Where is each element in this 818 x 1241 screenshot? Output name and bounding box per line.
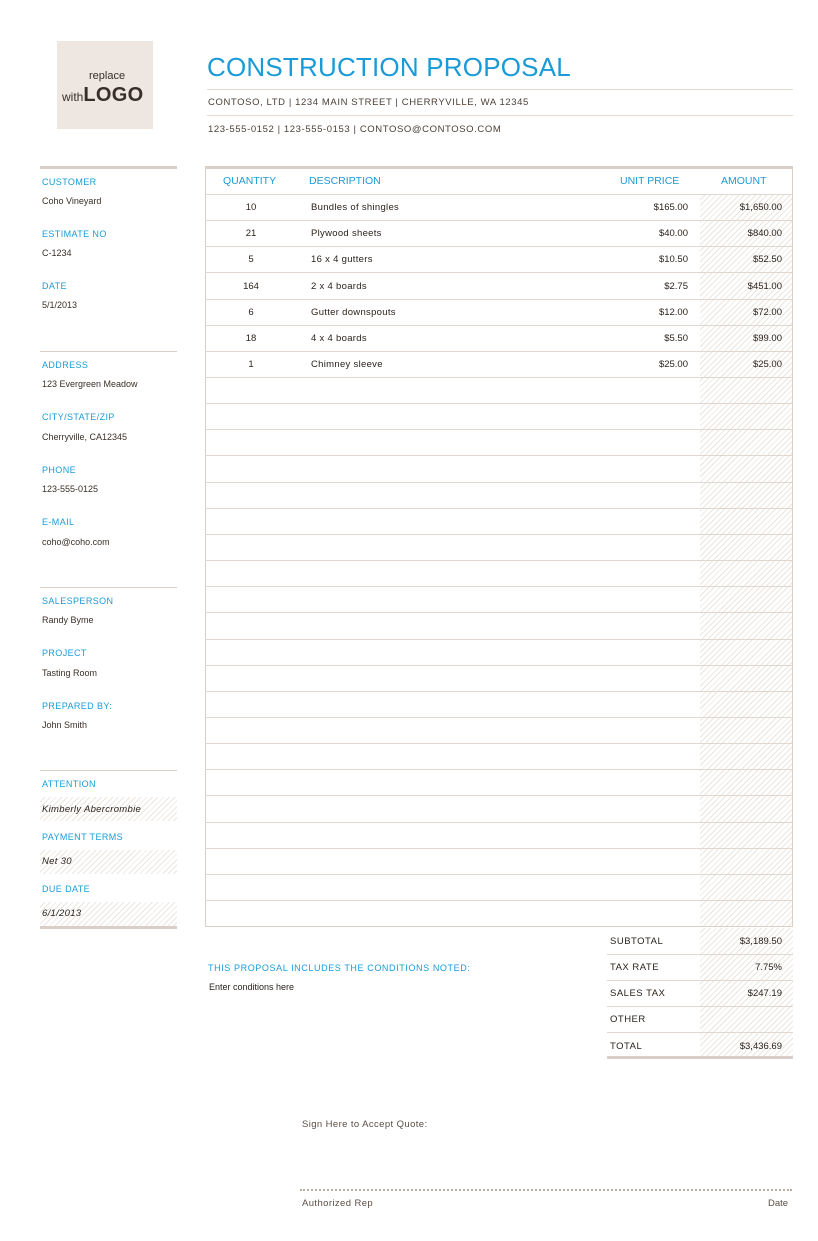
phone-value[interactable]: 123-555-0125: [42, 484, 99, 494]
email-value[interactable]: coho@coho.com: [42, 537, 110, 547]
header-divider: [207, 89, 793, 90]
row-amount: $52.50: [752, 254, 782, 265]
row-unit-price[interactable]: $40.00: [658, 228, 688, 239]
table-row-divider: [206, 612, 792, 613]
totals-divider: [607, 980, 793, 981]
signature-prompt: Sign Here to Accept Quote:: [302, 1119, 428, 1130]
sidebar-divider: [40, 926, 177, 929]
estimate-value[interactable]: C-1234: [42, 248, 72, 258]
document-title: CONSTRUCTION PROPOSAL: [207, 52, 571, 82]
row-unit-price[interactable]: $2.75: [664, 281, 688, 292]
table-row-divider: [206, 299, 792, 300]
conditions-title: THIS PROPOSAL INCLUDES THE CONDITIONS NOTED:: [208, 963, 471, 973]
table-row-divider: [206, 482, 792, 483]
due-date-value[interactable]: 6/1/2013: [42, 908, 82, 919]
table-row-divider: [206, 194, 792, 195]
total-value: $3,436.69: [739, 1041, 782, 1052]
totals-divider: [607, 1006, 793, 1007]
table-row-divider: [206, 508, 792, 509]
customer-value[interactable]: Coho Vineyard: [42, 196, 102, 206]
row-quantity[interactable]: 5: [248, 254, 254, 265]
totals-divider: [607, 1032, 793, 1033]
table-row-divider: [206, 691, 792, 692]
salesperson-value[interactable]: Randy Byme: [42, 615, 94, 625]
row-quantity[interactable]: 1: [248, 359, 254, 370]
attention-value[interactable]: Kimberly Abercrombie: [42, 804, 142, 815]
table-row-divider: [206, 377, 792, 378]
table-row-divider: [206, 848, 792, 849]
row-unit-price[interactable]: $25.00: [658, 359, 688, 370]
salesperson-label: SALESPERSON: [42, 596, 114, 606]
row-amount: $840.00: [747, 228, 782, 239]
row-description[interactable]: 4 x 4 boards: [311, 333, 367, 344]
header-unit-price: UNIT PRICE: [620, 175, 680, 187]
header-divider: [207, 115, 793, 116]
row-amount: $99.00: [752, 333, 782, 344]
address-label: ADDRESS: [42, 360, 89, 370]
logo-text-prefix: with: [62, 90, 84, 104]
row-quantity[interactable]: 18: [245, 333, 257, 344]
tax-rate-value[interactable]: 7.75%: [755, 962, 782, 973]
row-quantity[interactable]: 10: [245, 202, 257, 213]
logo-placeholder: [57, 41, 153, 129]
project-label: PROJECT: [42, 648, 87, 658]
header-amount: AMOUNT: [721, 175, 767, 187]
table-row-divider: [206, 665, 792, 666]
sidebar-divider: [40, 351, 177, 352]
table-row-divider: [206, 795, 792, 796]
sidebar-divider: [40, 166, 177, 169]
row-description[interactable]: Gutter downspouts: [311, 307, 396, 318]
row-description[interactable]: 16 x 4 gutters: [311, 254, 373, 265]
row-unit-price[interactable]: $5.50: [664, 333, 688, 344]
tax-rate-label: TAX RATE: [610, 962, 660, 973]
row-quantity[interactable]: 164: [243, 281, 259, 292]
table-row-divider: [206, 560, 792, 561]
total-label: TOTAL: [610, 1041, 643, 1052]
sidebar-divider: [40, 587, 177, 588]
payment-terms-label: PAYMENT TERMS: [42, 832, 124, 842]
date-value[interactable]: 5/1/2013: [42, 300, 78, 310]
row-description[interactable]: Plywood sheets: [311, 228, 382, 239]
city-label: CITY/STATE/ZIP: [42, 412, 115, 422]
row-description[interactable]: 2 x 4 boards: [311, 281, 367, 292]
table-row-divider: [206, 769, 792, 770]
row-unit-price[interactable]: $165.00: [653, 202, 688, 213]
email-label: E-MAIL: [42, 517, 75, 527]
company-address: CONTOSO, LTD | 1234 MAIN STREET | CHERRYVILLE, WA 12345: [208, 97, 529, 108]
payment-terms-value[interactable]: Net 30: [42, 856, 72, 867]
table-row-divider: [206, 220, 792, 221]
conditions-text[interactable]: Enter conditions here: [209, 982, 295, 992]
table-row-divider: [206, 429, 792, 430]
table-top-border: [205, 166, 793, 169]
table-row-divider: [206, 403, 792, 404]
signature-date-label: Date: [768, 1198, 789, 1209]
prepared-by-value[interactable]: John Smith: [42, 720, 88, 730]
logo-text-bold: LOGO: [83, 84, 144, 106]
table-row-divider: [206, 325, 792, 326]
row-unit-price[interactable]: $10.50: [658, 254, 688, 265]
table-row-divider: [206, 586, 792, 587]
table-row-divider: [206, 534, 792, 535]
table-row-divider: [206, 639, 792, 640]
subtotal-label: SUBTOTAL: [610, 936, 664, 947]
row-amount: $72.00: [752, 307, 782, 318]
company-contact: 123-555-0152 | 123-555-0153 | CONTOSO@CONTOSO.COM: [208, 124, 502, 135]
logo-text-line1: replace: [89, 70, 126, 82]
phone-label: PHONE: [42, 465, 77, 475]
row-amount: $451.00: [747, 281, 782, 292]
table-row-divider: [206, 717, 792, 718]
address-value[interactable]: 123 Evergreen Meadow: [42, 379, 138, 389]
table-row-divider: [206, 455, 792, 456]
header-quantity: QUANTITY: [223, 175, 277, 187]
table-row-divider: [206, 874, 792, 875]
totals-bottom-border: [607, 1056, 793, 1059]
sales-tax-value: $247.19: [747, 988, 782, 999]
table-row-divider: [206, 272, 792, 273]
due-date-label: DUE DATE: [42, 884, 91, 894]
sidebar-divider: [40, 770, 177, 771]
row-quantity[interactable]: 21: [245, 228, 257, 239]
header-description: DESCRIPTION: [309, 175, 381, 187]
row-amount: $25.00: [752, 359, 782, 370]
project-value[interactable]: Tasting Room: [42, 668, 98, 678]
row-description[interactable]: Bundles of shingles: [311, 202, 400, 213]
row-unit-price[interactable]: $12.00: [658, 307, 688, 318]
table-row-divider: [206, 743, 792, 744]
table-row-divider: [206, 822, 792, 823]
logo-text-line2: [62, 84, 143, 107]
sales-tax-label: SALES TAX: [610, 988, 666, 999]
date-label: DATE: [42, 281, 67, 291]
row-amount: $1,650.00: [739, 202, 782, 213]
signature-line[interactable]: [300, 1189, 792, 1191]
row-quantity[interactable]: 6: [248, 307, 254, 318]
attention-label: ATTENTION: [42, 779, 96, 789]
row-description[interactable]: Chimney sleeve: [311, 359, 383, 370]
authorized-rep-label: Authorized Rep: [302, 1198, 374, 1209]
prepared-by-label: PREPARED BY:: [42, 701, 113, 711]
city-value[interactable]: Cherryville, CA12345: [42, 432, 128, 442]
table-row-divider: [206, 246, 792, 247]
totals-divider: [607, 954, 793, 955]
table-row-divider: [206, 900, 792, 901]
other-label: OTHER: [610, 1014, 646, 1025]
subtotal-value: $3,189.50: [739, 936, 782, 947]
customer-label: CUSTOMER: [42, 177, 97, 187]
estimate-label: ESTIMATE NO: [42, 229, 107, 239]
table-row-divider: [206, 351, 792, 352]
